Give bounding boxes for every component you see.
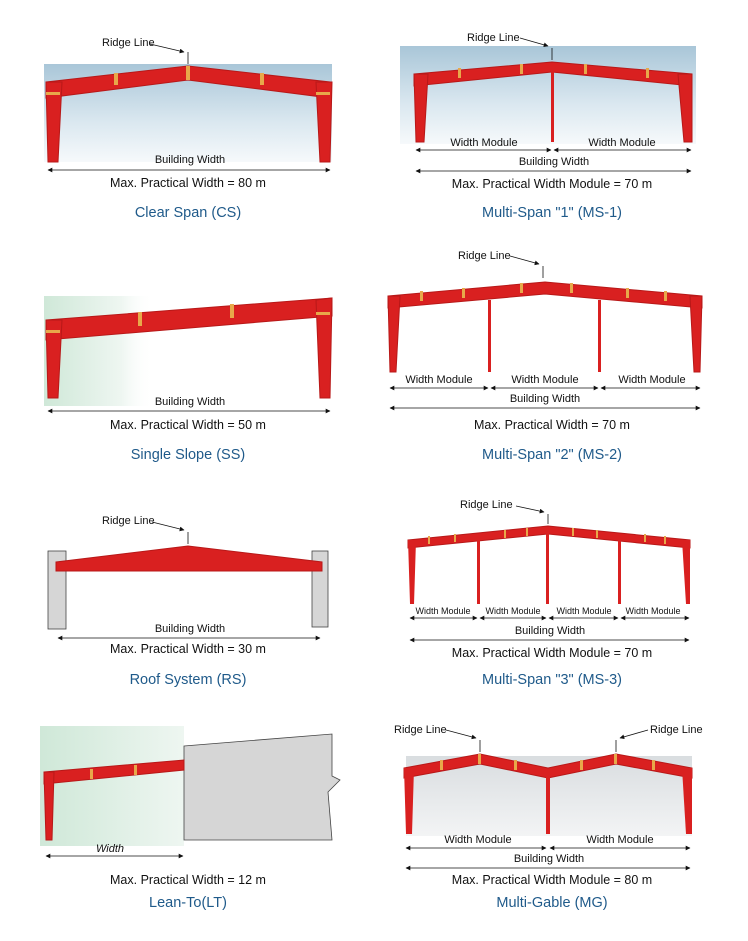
ridge-line-label: Ridge Line bbox=[467, 32, 520, 44]
width-module-label: Width Module bbox=[415, 606, 471, 616]
column-left bbox=[388, 296, 400, 372]
building-width-label: Building Width bbox=[154, 396, 226, 408]
spec-clear-span: Max. Practical Width = 80 m bbox=[110, 176, 266, 190]
ridge-line-label-right: Ridge Line bbox=[650, 724, 703, 736]
caption-multi-span-1: Multi-Span "1" (MS-1) bbox=[481, 205, 623, 221]
panel-single-slope bbox=[44, 296, 332, 411]
spec-multi-span-3: Max. Practical Width Module = 70 m bbox=[451, 646, 653, 660]
building-width-label: Building Width bbox=[518, 156, 590, 168]
caption-roof-system: Roof System (RS) bbox=[129, 672, 247, 688]
interior-column bbox=[488, 300, 491, 372]
building-width-label: Building Width bbox=[514, 625, 586, 637]
width-module-label: Width Module bbox=[511, 374, 579, 386]
column-right bbox=[690, 296, 702, 372]
spec-single-slope: Max. Practical Width = 50 m bbox=[110, 418, 266, 432]
panel-multi-gable bbox=[394, 724, 703, 868]
ridge-line-label-left: Ridge Line bbox=[394, 724, 447, 736]
background bbox=[40, 726, 184, 846]
building-width-label: Building Width bbox=[513, 853, 585, 865]
column bbox=[44, 772, 54, 840]
width-module-label: Width Module bbox=[588, 137, 656, 149]
panel-lean-to bbox=[40, 726, 340, 856]
width-label: Width bbox=[95, 843, 125, 855]
ridge-line-label: Ridge Line bbox=[102, 37, 155, 49]
spec-multi-gable: Max. Practical Width Module = 80 m bbox=[451, 873, 653, 887]
panel-multi-span-1 bbox=[400, 32, 696, 171]
rafter bbox=[388, 282, 702, 308]
caption-multi-span-2: Multi-Span "2" (MS-2) bbox=[481, 447, 623, 463]
panel-multi-span-2 bbox=[388, 250, 702, 408]
ridge-line-label: Ridge Line bbox=[458, 250, 511, 262]
building-width-label: Building Width bbox=[154, 154, 226, 166]
width-module-label: Width Module bbox=[485, 606, 541, 616]
width-module-label: Width Module bbox=[618, 374, 686, 386]
interior-column bbox=[598, 300, 601, 372]
caption-multi-span-3: Multi-Span "3" (MS-3) bbox=[481, 672, 623, 688]
interior-column bbox=[546, 770, 550, 834]
spec-multi-span-1: Max. Practical Width Module = 70 m bbox=[451, 177, 653, 191]
spec-lean-to: Max. Practical Width = 12 m bbox=[110, 873, 266, 887]
width-module-label: Width Module bbox=[450, 137, 518, 149]
ridge-line-label: Ridge Line bbox=[460, 499, 513, 511]
width-module-label: Width Module bbox=[625, 606, 681, 616]
width-module-label: Width Module bbox=[586, 834, 654, 846]
roof-truss bbox=[56, 546, 322, 571]
width-module-label: Width Module bbox=[405, 374, 473, 386]
caption-clear-span: Clear Span (CS) bbox=[134, 205, 242, 221]
spec-multi-span-2: Max. Practical Width = 70 m bbox=[474, 418, 630, 432]
sky-background bbox=[400, 46, 696, 144]
panel-roof-system bbox=[48, 515, 328, 638]
main-building-wall bbox=[184, 734, 340, 840]
caption-multi-gable: Multi-Gable (MG) bbox=[496, 895, 608, 911]
panel-clear-span bbox=[44, 37, 332, 170]
building-width-label: Building Width bbox=[154, 623, 226, 635]
interior-column bbox=[551, 70, 554, 142]
caption-single-slope: Single Slope (SS) bbox=[130, 447, 246, 463]
spec-roof-system: Max. Practical Width = 30 m bbox=[110, 642, 266, 656]
panel-multi-span-3 bbox=[408, 499, 690, 640]
width-module-label: Width Module bbox=[556, 606, 612, 616]
caption-lean-to: Lean-To(LT) bbox=[149, 895, 227, 911]
column-left bbox=[408, 540, 416, 604]
ridge-line-label: Ridge Line bbox=[102, 515, 155, 527]
column-right bbox=[682, 540, 690, 604]
building-width-label: Building Width bbox=[509, 393, 581, 405]
width-module-label: Width Module bbox=[444, 834, 512, 846]
